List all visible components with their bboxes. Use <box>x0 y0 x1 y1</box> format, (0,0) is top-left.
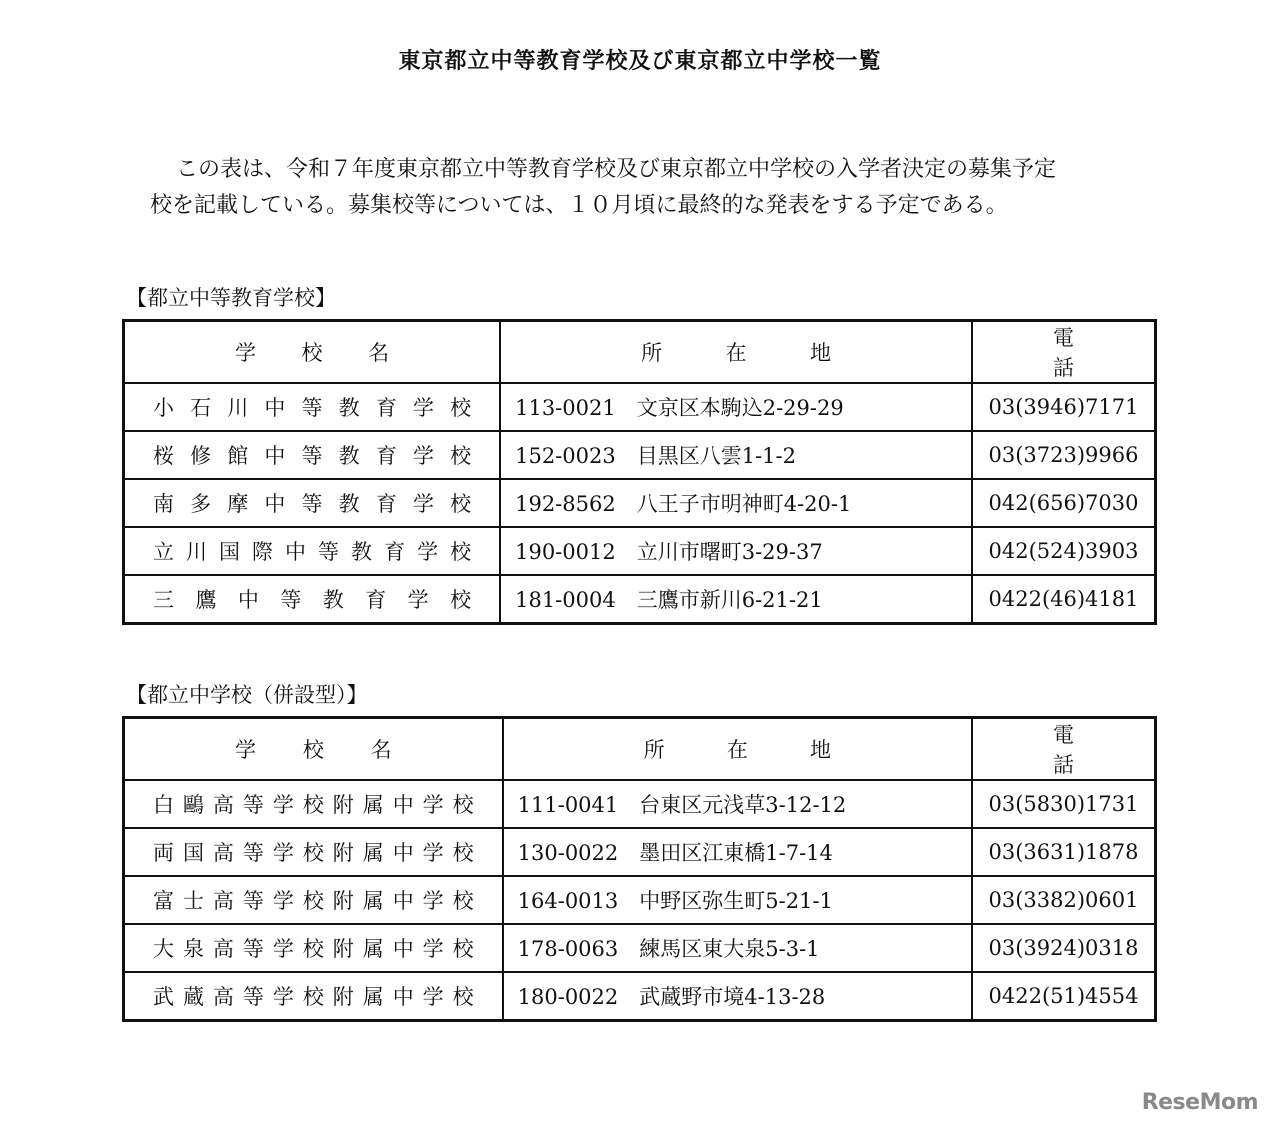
school-phone: 03(3723)9966 <box>972 431 1156 479</box>
school-address: 152-0023 目黒区八雲1-1-2 <box>500 431 972 479</box>
header-school-name: 学校名 <box>124 321 501 384</box>
school-address: 111-0041 台東区元浅草3-12-12 <box>503 780 972 828</box>
section-heading-junior-high: 【都立中学校（併設型）】 <box>126 683 368 707</box>
table-header-row <box>124 321 1156 384</box>
school-address: 178-0063 練馬区東大泉5-3-1 <box>503 924 972 972</box>
section-heading-secondary-schools: 【都立中等教育学校】 <box>126 286 336 310</box>
secondary-schools-table <box>122 319 1157 625</box>
table-row <box>124 383 1156 431</box>
table-row <box>124 780 1156 828</box>
school-name: 立川国際中等教育学校 <box>124 527 501 575</box>
school-name: 大泉高等学校附属中学校 <box>124 924 503 972</box>
school-phone: 0422(46)4181 <box>972 575 1156 624</box>
school-phone: 03(3924)0318 <box>972 924 1156 972</box>
school-name: 南多摩中等教育学校 <box>124 479 501 527</box>
school-name: 桜修館中等教育学校 <box>124 431 501 479</box>
intro-line-2: 校を記載している。募集校等については、１０月頃に最終的な発表をする予定である。 <box>150 193 1008 218</box>
header-school-name: 学校名 <box>124 718 503 781</box>
school-phone: 042(524)3903 <box>972 527 1156 575</box>
school-name: 三鷹中等教育学校 <box>124 575 501 624</box>
school-address: 181-0004 三鷹市新川6-21-21 <box>500 575 972 624</box>
school-phone: 042(656)7030 <box>972 479 1156 527</box>
header-address: 所在地 <box>503 718 972 781</box>
school-phone: 03(5830)1731 <box>972 780 1156 828</box>
table-row <box>124 479 1156 527</box>
school-phone: 03(3382)0601 <box>972 876 1156 924</box>
header-phone: 電話 <box>972 718 1156 781</box>
school-name: 白鷗高等学校附属中学校 <box>124 780 503 828</box>
school-name: 武蔵高等学校附属中学校 <box>124 972 503 1021</box>
table-row <box>124 924 1156 972</box>
school-name: 小石川中等教育学校 <box>124 383 501 431</box>
school-phone: 0422(51)4554 <box>972 972 1156 1021</box>
header-phone: 電話 <box>972 321 1156 384</box>
header-address: 所在地 <box>500 321 972 384</box>
resemom-watermark-logo: ReseMom <box>1141 1090 1258 1115</box>
table-header-row <box>124 718 1156 781</box>
table-row <box>124 575 1156 624</box>
document-title: 東京都立中等教育学校及び東京都立中学校一覧 <box>398 49 882 74</box>
school-address: 113-0021 文京区本駒込2-29-29 <box>500 383 972 431</box>
table-row <box>124 527 1156 575</box>
table-row <box>124 972 1156 1021</box>
intro-paragraph <box>150 152 1150 224</box>
school-address: 192-8562 八王子市明神町4-20-1 <box>500 479 972 527</box>
school-address: 180-0022 武蔵野市境4-13-28 <box>503 972 972 1021</box>
junior-high-table <box>122 716 1157 1022</box>
school-address: 164-0013 中野区弥生町5-21-1 <box>503 876 972 924</box>
table-row <box>124 876 1156 924</box>
school-phone: 03(3631)1878 <box>972 828 1156 876</box>
intro-line-1: この表は、令和７年度東京都立中等教育学校及び東京都立中学校の入学者決定の募集予定 <box>176 157 1057 182</box>
table-row <box>124 431 1156 479</box>
school-name: 両国高等学校附属中学校 <box>124 828 503 876</box>
school-address: 130-0022 墨田区江東橋1-7-14 <box>503 828 972 876</box>
school-address: 190-0012 立川市曙町3-29-37 <box>500 527 972 575</box>
school-name: 富士高等学校附属中学校 <box>124 876 503 924</box>
table-row <box>124 828 1156 876</box>
school-phone: 03(3946)7171 <box>972 383 1156 431</box>
